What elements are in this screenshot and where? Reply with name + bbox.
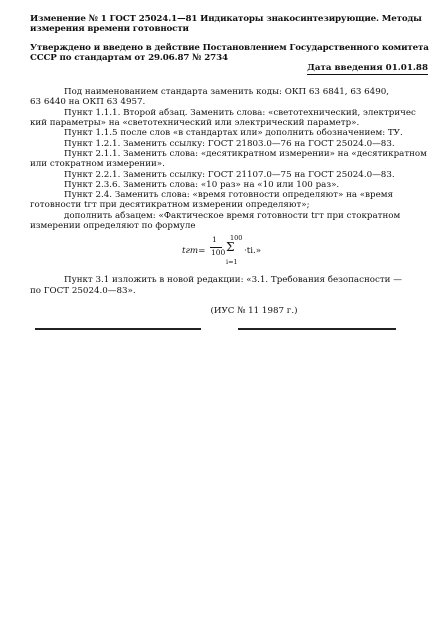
formula-summand: ·ti.» <box>244 246 262 257</box>
paragraph-2-2-1: Пункт 2.2.1. Заменить ссылку: ГОСТ 21107.0—75 на ГОСТ 25024.0—83. <box>64 169 395 180</box>
paragraph-codes-line-2: 63 6440 на ОКП 63 4957. <box>30 97 146 108</box>
sum-lower-limit: i=1 <box>226 258 238 267</box>
paragraph-addition-line-1: дополнить абзацем: «Фактическое время готовности tгт при стократном <box>64 210 401 221</box>
paragraph-2-4-line-1: Пункт 2.4. Заменить слова: «время готовности определяют» на «время <box>64 190 393 201</box>
paragraph-codes-line-1: Под наименованием стандарта заменить коды: ОКП 63 6841, 63 6490, <box>64 87 390 98</box>
sum-upper-limit: 100 <box>230 234 243 243</box>
paragraph-1-1-1-line-2: кий параметры» на «светотехнический или электрический параметр». <box>30 118 360 129</box>
paragraph-1-1-5: Пункт 1.1.5 после слов «в стандартах или» дополнить обозначением: ТУ. <box>64 128 403 139</box>
paragraph-3-1-line-2: по ГОСТ 25024.0—83». <box>30 285 136 296</box>
paragraph-3-1-line-1: Пункт 3.1 изложить в новой редакции: «3.1. Требования безопасности — <box>64 275 402 286</box>
paragraph-1-1-1-line-1: Пункт 1.1.1. Второй абзац. Заменить слова: «светотехнический, электричес <box>64 107 416 118</box>
sum-symbol: Σ <box>226 240 235 255</box>
paragraph-2-1-1-line-2: или стократном измерении». <box>30 159 165 170</box>
formula-denominator: 100 <box>211 248 226 258</box>
separator-rule-right <box>238 328 396 330</box>
approval-line-2: СССР по стандартам от 29.06.87 № 2734 <box>30 52 228 63</box>
separator-rules <box>30 328 428 332</box>
paragraph-1-2-1: Пункт 1.2.1. Заменить ссылку: ГОСТ 21803.0—76 на ГОСТ 25024.0—83. <box>64 138 395 149</box>
paragraph-2-1-1-line-1: Пункт 2.1.1. Заменить слова: «десятикратном измерении» на «десятикратном <box>64 148 427 159</box>
amendment-title-line-2: измерения времени готовности <box>30 24 189 35</box>
formula-lhs: tгт= <box>182 246 206 257</box>
approval-line-1: Утверждено и введено в действие Постановлением Государственного комитета <box>30 42 429 53</box>
formula-numerator: 1 <box>212 235 217 245</box>
paragraph-addition-line-2: измерении определяют по формуле <box>30 221 196 232</box>
amendment-title-line-1: Изменение № 1 ГОСТ 25024.1—81 Индикаторы знакосинтезирующие. Методы <box>30 14 422 24</box>
document-page <box>30 14 428 332</box>
effective-date: Дата введения 01.01.88 <box>307 63 428 74</box>
separator-rule-left <box>35 328 201 330</box>
paragraph-2-4-line-2: готовности tгт при десятикратном измерении определяют»; <box>30 200 310 211</box>
paragraph-2-3-6: Пункт 2.3.6. Заменить слова: «10 раз» на «10 или 100 раз». <box>64 179 340 190</box>
readiness-time-formula <box>30 233 428 271</box>
effective-date-row <box>30 63 428 75</box>
ius-reference: (ИУС № 11 1987 г.) <box>210 305 298 316</box>
